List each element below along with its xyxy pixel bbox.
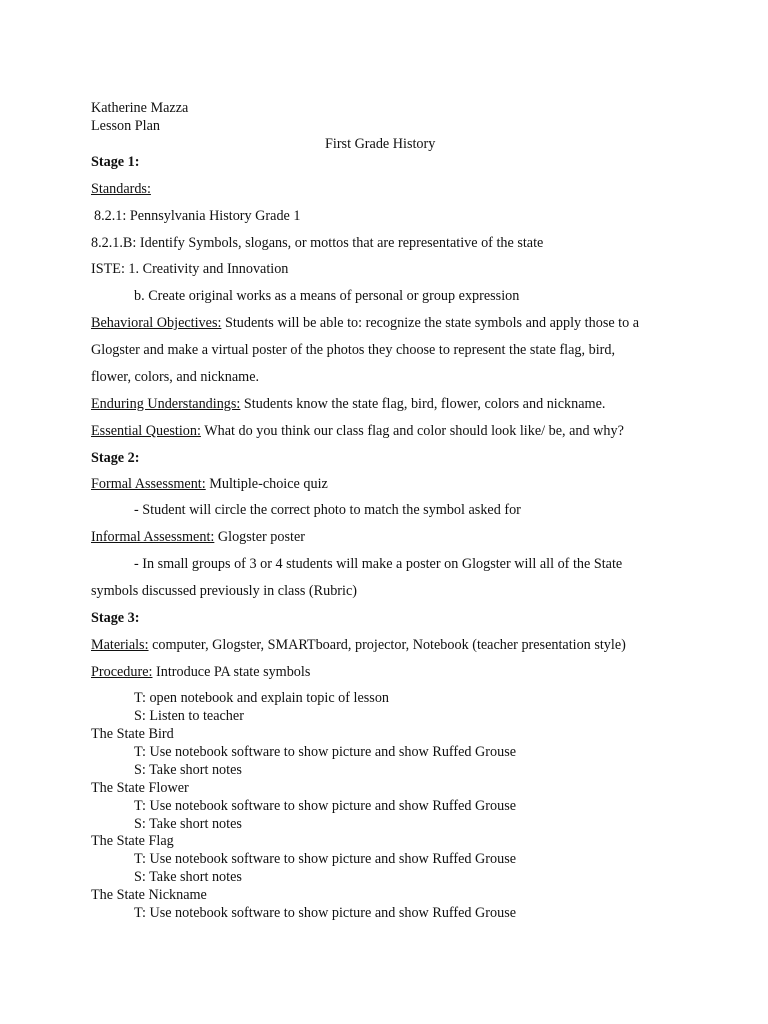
procedure-step: S: Take short notes [134, 816, 242, 832]
informal-assessment-text: Glogster poster [214, 529, 305, 545]
materials [91, 636, 626, 654]
informal-assessment-detail: symbols discussed previously in class (Rubric) [91, 583, 357, 599]
formal-assessment-label: Formal Assessment: [91, 476, 206, 492]
procedure-text: Introduce PA state symbols [152, 664, 311, 680]
behavioral-objectives-text: Glogster and make a virtual poster of the photos they choose to represent the state flag, bird, [91, 342, 615, 358]
standard-item: 8.2.1: Pennsylvania History Grade 1 [94, 208, 301, 224]
behavioral-objectives-text: flower, colors, and nickname. [91, 369, 260, 385]
procedure-step: T: Use notebook software to show picture and show Ruffed Grouse [134, 744, 517, 760]
procedure-step: T: Use notebook software to show picture and show Ruffed Grouse [134, 851, 517, 867]
formal-assessment-detail: - Student will circle the correct photo to match the symbol asked for [134, 502, 521, 518]
essential-question [91, 422, 624, 440]
procedure-step: T: Use notebook software to show picture and show Ruffed Grouse [134, 798, 517, 814]
informal-assessment-label: Informal Assessment: [91, 529, 215, 545]
state-nickname-heading: The State Nickname [91, 887, 207, 903]
procedure-step: T: Use notebook software to show picture and show Ruffed Grouse [134, 905, 517, 921]
state-flag-heading: The State Flag [91, 833, 174, 849]
procedure [91, 663, 310, 681]
enduring-understandings-label: Enduring Understandings: [91, 396, 241, 412]
procedure-step: T: open notebook and explain topic of lesson [134, 690, 390, 706]
iste-sub-item: b. Create original works as a means of personal or group expression [134, 288, 520, 304]
stage-1-heading: Stage 1: [91, 154, 140, 170]
behavioral-objectives [91, 314, 639, 332]
stage-2-heading: Stage 2: [91, 450, 140, 466]
standard-item: 8.2.1.B: Identify Symbols, slogans, or mottos that are representative of the state [91, 235, 544, 251]
formal-assessment-text: Multiple-choice quiz [205, 476, 328, 492]
document-title: First Grade History [325, 136, 436, 152]
state-flower-heading: The State Flower [91, 780, 189, 796]
enduring-understandings [91, 395, 605, 413]
procedure-step: S: Take short notes [134, 869, 242, 885]
behavioral-objectives-text: Students will be able to: recognize the state symbols and apply those to a [221, 315, 640, 331]
state-bird-heading: The State Bird [91, 726, 174, 742]
standards-label: Standards: [91, 181, 151, 197]
informal-assessment-detail: - In small groups of 3 or 4 students will make a poster on Glogster will all of the State [134, 556, 623, 572]
procedure-step: S: Listen to teacher [134, 708, 244, 724]
materials-label: Materials: [91, 637, 149, 653]
stage-3-heading: Stage 3: [91, 610, 140, 626]
formal-assessment [91, 475, 328, 493]
behavioral-objectives-label: Behavioral Objectives: [91, 315, 222, 331]
procedure-step: S: Take short notes [134, 762, 242, 778]
essential-question-label: Essential Question: [91, 423, 201, 439]
essential-question-text: What do you think our class flag and color should look like/ be, and why? [200, 423, 624, 439]
informal-assessment [91, 528, 305, 546]
enduring-understandings-text: Students know the state flag, bird, flower, colors and nickname. [240, 396, 606, 412]
document-type: Lesson Plan [91, 118, 160, 134]
iste-standard: ISTE: 1. Creativity and Innovation [91, 261, 289, 277]
procedure-label: Procedure: [91, 664, 153, 680]
author-name: Katherine Mazza [91, 100, 189, 116]
materials-text: computer, Glogster, SMARTboard, projector, Notebook (teacher presentation style) [148, 637, 626, 653]
